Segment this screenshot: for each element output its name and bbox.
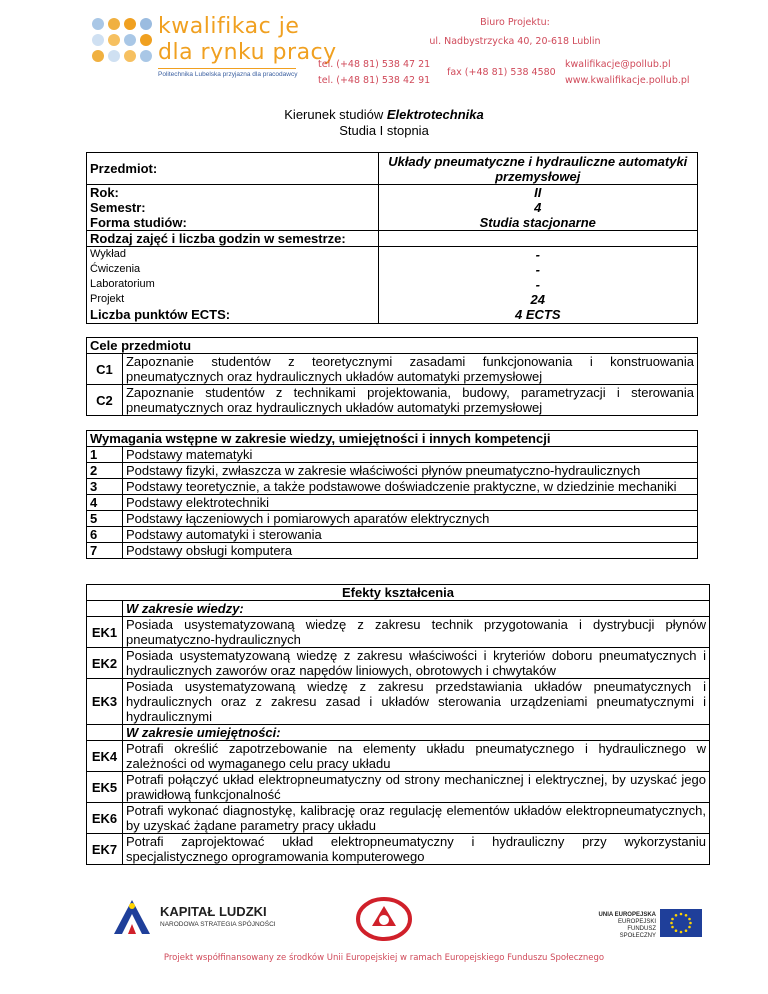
wymagania-table bbox=[86, 430, 698, 559]
email-link[interactable]: kwalifikacje@pollub.pl bbox=[565, 59, 671, 70]
kwalifikacje-logo-icon bbox=[92, 18, 152, 64]
brand-divider bbox=[158, 68, 296, 69]
efekty-code: EK4 bbox=[87, 741, 123, 772]
semestr-value: 4 bbox=[378, 200, 698, 215]
cwiczenia-label: Ćwiczenia bbox=[87, 262, 379, 277]
fax: fax (+48 81) 538 4580 bbox=[447, 67, 556, 78]
empty-cell bbox=[87, 601, 123, 617]
website-link[interactable]: www.kwalifikacje.pollub.pl bbox=[565, 75, 690, 86]
ects-label: Liczba punktów ECTS: bbox=[87, 307, 379, 323]
office-title: Biuro Projektu: bbox=[480, 17, 550, 28]
wymagania-code: 2 bbox=[87, 463, 123, 479]
semestr-label: Semestr: bbox=[87, 200, 379, 215]
wymagania-text: Podstawy łączeniowych i pomiarowych aparatów elektrycznych bbox=[122, 511, 697, 527]
cele-code: C1 bbox=[87, 354, 123, 385]
efekty-table bbox=[86, 584, 710, 865]
efekty-text: Potrafi wykonać diagnostykę, kalibrację oraz regulację elementów układów elektropneumatycznych, by uzyskać żądane parametry pracy układu bbox=[122, 803, 709, 834]
kapital-ludzki-logo-icon bbox=[108, 896, 158, 940]
wymagania-code: 5 bbox=[87, 511, 123, 527]
course-info-table bbox=[86, 152, 698, 324]
wyklad-label: Wykład bbox=[87, 247, 379, 263]
efekty-code: EK6 bbox=[87, 803, 123, 834]
ue-line-2: EUROPEJSKI bbox=[617, 919, 656, 925]
wymagania-code: 6 bbox=[87, 527, 123, 543]
wymagania-code: 1 bbox=[87, 447, 123, 463]
laboratorium-label: Laboratorium bbox=[87, 277, 379, 292]
wymagania-code: 3 bbox=[87, 479, 123, 495]
wiedza-heading: W zakresie wiedzy: bbox=[122, 601, 709, 617]
efekty-code: EK5 bbox=[87, 772, 123, 803]
przedmiot-value: Układy pneumatyczne i hydrauliczne automatyki przemysłowej bbox=[378, 153, 698, 185]
empty-cell bbox=[87, 725, 123, 741]
cele-text: Zapoznanie studentów z technikami projektowania, budowy, parametryzacji i sterowania pneumatycznych oraz hydraulicznych układów automatyki przemysłowej bbox=[122, 385, 697, 416]
efekty-code: EK3 bbox=[87, 679, 123, 725]
efekty-text: Posiada usystematyzowaną wiedzę z zakresu technik przygotowania i dystrybucji płynów pneumatyczno-hydraulicznych bbox=[122, 617, 709, 648]
efekty-code: EK2 bbox=[87, 648, 123, 679]
efekty-heading: Efekty kształcenia bbox=[87, 585, 710, 601]
wymagania-text: Podstawy matematyki bbox=[122, 447, 697, 463]
study-field-name: Elektrotechnika bbox=[386, 107, 484, 122]
projekt-value: 24 bbox=[378, 292, 698, 307]
wymagania-text: Podstawy automatyki i sterowania bbox=[122, 527, 697, 543]
ue-line-3: FUNDUSZ SPOŁECZNY bbox=[619, 926, 656, 939]
wyklad-value: - bbox=[378, 247, 698, 263]
efekty-code: EK1 bbox=[87, 617, 123, 648]
ects-value: 4 ECTS bbox=[378, 307, 698, 323]
wymagania-text: Podstawy teoretycznie, a także podstawowe doświadczenie praktyczne, w dziedzinie mechaniki bbox=[122, 479, 697, 495]
phone-1: tel. (+48 81) 538 47 21 bbox=[318, 59, 431, 70]
study-field-title bbox=[0, 107, 768, 122]
forma-value: Studia stacjonarne bbox=[378, 215, 698, 231]
cele-code: C2 bbox=[87, 385, 123, 416]
efekty-text: Posiada usystematyzowaną wiedzę z zakresu przedstawiania układów pneumatycznych i hydraulicznych oraz z zakresu zasad i układów sterowania urządzeniami pneumatycznymi i hydraulicznymi bbox=[122, 679, 709, 725]
wymagania-code: 4 bbox=[87, 495, 123, 511]
laboratorium-value: - bbox=[378, 277, 698, 292]
study-field-prefix: Kierunek studiów bbox=[284, 107, 387, 122]
rodzaj-value bbox=[378, 231, 698, 247]
brand-line-2: dla rynku pracy bbox=[158, 40, 337, 65]
funding-note: Projekt współfinansowany ze środków Unii Europejskiej w ramach Europejskiego Funduszu Społecznego bbox=[163, 953, 605, 963]
forma-label: Forma studiów: bbox=[87, 215, 379, 231]
cwiczenia-value: - bbox=[378, 262, 698, 277]
eu-flag-icon bbox=[660, 909, 702, 937]
rok-label: Rok: bbox=[87, 185, 379, 201]
page-header bbox=[0, 0, 768, 100]
wymagania-heading: Wymagania wstępne w zakresie wiedzy, umiejętności i innych kompetencji bbox=[87, 431, 698, 447]
ue-line-1: UNIA EUROPEJSKA bbox=[598, 912, 656, 918]
przedmiot-label: Przedmiot: bbox=[87, 153, 379, 185]
wymagania-code: 7 bbox=[87, 543, 123, 559]
wymagania-text: Podstawy elektrotechniki bbox=[122, 495, 697, 511]
kapital-ludzki-subtitle: NARODOWA STRATEGIA SPÓJNOŚCI bbox=[160, 921, 276, 928]
efekty-text: Posiada usystematyzowaną wiedzę z zakresu właściwości i kryteriów doboru pneumatycznych i hydraulicznych zaworów oraz napędów liniowych, obrotowych i chwytaków bbox=[122, 648, 709, 679]
phone-2: tel. (+48 81) 538 42 91 bbox=[318, 75, 431, 86]
study-level: Studia I stopnia bbox=[339, 123, 429, 138]
umiejetnosci-heading: W zakresie umiejętności: bbox=[122, 725, 709, 741]
wymagania-text: Podstawy fizyki, zwłaszcza w zakresie właściwości płynów pneumatyczno-hydraulicznych bbox=[122, 463, 697, 479]
cele-table bbox=[86, 337, 698, 416]
cele-heading: Cele przedmiotu bbox=[87, 338, 698, 354]
efekty-code: EK7 bbox=[87, 834, 123, 865]
kapital-ludzki-title: KAPITAŁ LUDZKI bbox=[160, 904, 267, 919]
efekty-text: Potrafi określić zapotrzebowanie na elementy układu pneumatycznego i hydraulicznego w zależności od wymaganego celu pracy układu bbox=[122, 741, 709, 772]
efekty-text: Potrafi zaprojektować układ elektropneumatyczny i hydrauliczny przy wykorzystaniu specjalistycznego oprogramowania komputerowego bbox=[122, 834, 709, 865]
ue-label bbox=[594, 912, 656, 940]
rok-value: II bbox=[378, 185, 698, 201]
projekt-label: Projekt bbox=[87, 292, 379, 307]
rodzaj-label: Rodzaj zajęć i liczba godzin w semestrze: bbox=[87, 231, 379, 247]
efekty-text: Potrafi połączyć układ elektropneumatyczny od strony mechanicznej i elektrycznej, by uzyskać jego prawidłową funkcjonalność bbox=[122, 772, 709, 803]
brand-line-1: kwalifikac je bbox=[158, 14, 300, 39]
office-address: ul. Nadbystrzycka 40, 20-618 Lublin bbox=[429, 36, 601, 47]
wymagania-text: Podstawy obsługi komputera bbox=[122, 543, 697, 559]
university-emblem-icon bbox=[354, 896, 414, 942]
brand-subtitle: Politechnika Lubelska przyjazna dla pracodawcy bbox=[158, 71, 298, 78]
cele-text: Zapoznanie studentów z teoretycznymi zasadami funkcjonowania i konstruowania pneumatycznych oraz hydraulicznych układów automatyki przemysłowej bbox=[122, 354, 697, 385]
